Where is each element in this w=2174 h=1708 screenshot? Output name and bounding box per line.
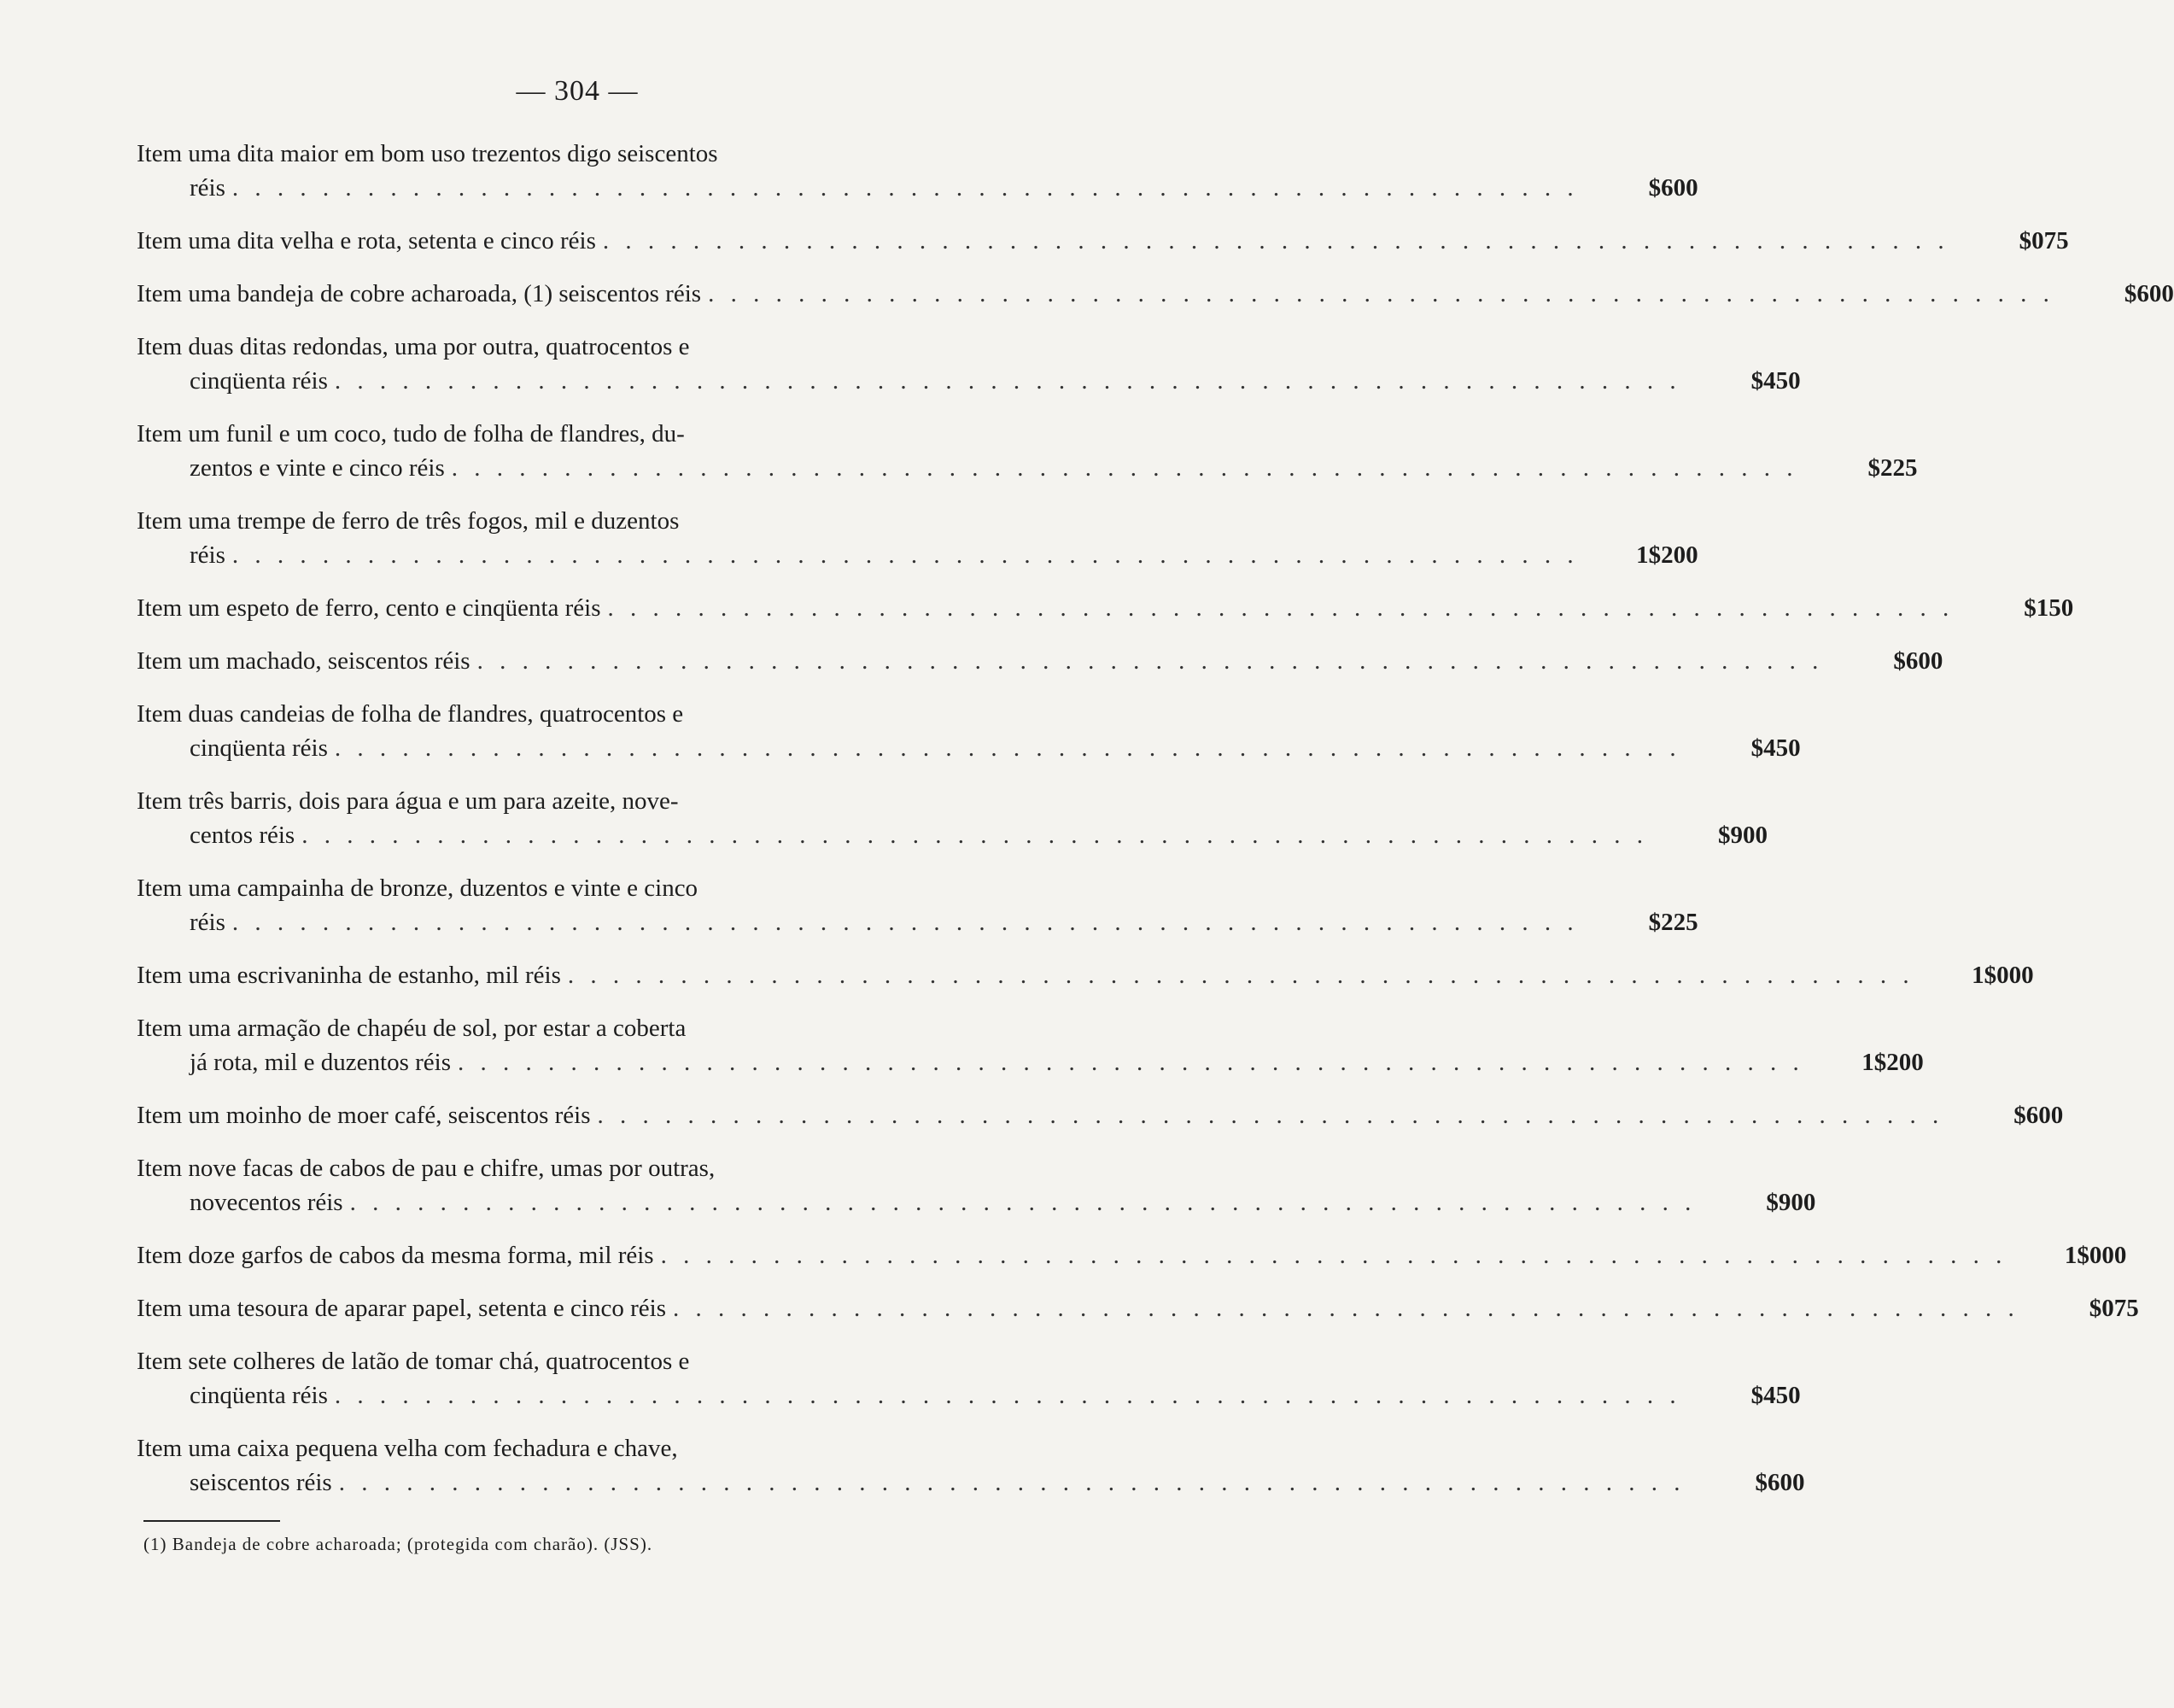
entry-text: réis xyxy=(190,909,225,936)
entry-text: Item um moinho de moer café, seiscentos réis xyxy=(137,1102,591,1129)
entry-text: Item uma escrivaninha de estanho, mil réis xyxy=(137,962,561,989)
inventory-list xyxy=(137,137,2174,1518)
dot-leader: . . . . . . . . . . . . . . . . . . . . . . . . . . . . . . . . . . . . . . . . . . . . . . . . . . . . . . . . . . . . xyxy=(231,909,1579,936)
entry-text: Item uma bandeja de cobre acharoada, (1) seiscentos réis xyxy=(137,280,702,307)
inventory-entry xyxy=(137,1238,2127,1272)
entry-line xyxy=(137,1098,2064,1132)
entry-text: centos réis xyxy=(190,822,295,849)
entry-text: Item um espeto de ferro, cento e cinqüenta réis xyxy=(137,594,601,622)
entry-amount: $450 xyxy=(1750,1382,1801,1409)
entry-line xyxy=(137,1344,1025,1378)
dot-leader: . . . . . . . . . . . . . . . . . . . . . . . . . . . . . . . . . . . . . . . . . . . . . . . . . . . . . . . . . . . . xyxy=(334,367,1681,395)
entry-amount: $600 xyxy=(2124,280,2174,307)
entry-text: Item uma armação de chapéu de sol, por estar a coberta xyxy=(137,1015,687,1042)
entry-text: seiscentos réis xyxy=(190,1469,332,1496)
inventory-entry xyxy=(137,697,1801,765)
entry-line xyxy=(137,1378,1801,1413)
page-number: — 304 — xyxy=(516,75,639,107)
entry-text: Item doze garfos de cabos da mesma forma, mil réis xyxy=(137,1242,654,1269)
dot-leader: . . . . . . . . . . . . . . . . . . . . . . . . . . . . . . . . . . . . . . . . . . . . . . . . . . . . . . . . . . . . xyxy=(476,647,1824,675)
entry-amount: $900 xyxy=(1717,822,1768,849)
inventory-entry xyxy=(137,591,2074,625)
entry-text: Item uma tesoura de aparar papel, setenta e cinco réis xyxy=(137,1295,666,1322)
dot-leader: . . . . . . . . . . . . . . . . . . . . . . . . . . . . . . . . . . . . . . . . . . . . . . . . . . . . . . . . . . . . xyxy=(338,1469,1686,1496)
entry-line xyxy=(137,1238,2127,1272)
entry-text: zentos e vinte e cinco réis xyxy=(190,454,445,482)
inventory-entry xyxy=(137,1098,2064,1132)
entry-line xyxy=(137,330,1025,364)
inventory-entry xyxy=(137,1011,1924,1079)
inventory-entry xyxy=(137,871,1698,939)
entry-text: Item duas ditas redondas, uma por outra, quatrocentos e xyxy=(137,333,690,360)
inventory-entry xyxy=(137,1291,2139,1325)
entry-text: Item uma dita maior em bom uso trezentos digo seiscentos xyxy=(137,140,718,167)
entry-line xyxy=(137,958,2034,992)
inventory-entry xyxy=(137,417,1918,485)
inventory-entry xyxy=(137,784,1768,852)
entry-line xyxy=(137,1011,1025,1045)
dot-leader: . . . . . . . . . . . . . . . . . . . . . . . . . . . . . . . . . . . . . . . . . . . . . . . . . . . . . . . . . . . . xyxy=(708,280,2054,307)
entry-text: Item nove facas de cabos de pau e chifre, umas por outras, xyxy=(137,1155,716,1182)
inventory-entry xyxy=(137,1344,1801,1413)
entry-text: Item três barris, dois para água e um para azeite, nove- xyxy=(137,787,679,815)
entry-text: Item uma dita velha e rota, setenta e cinco réis xyxy=(137,227,596,254)
inventory-entry xyxy=(137,224,2069,258)
dot-leader: . . . . . . . . . . . . . . . . . . . . . . . . . . . . . . . . . . . . . . . . . . . . . . . . . . . . . . . . . . . . xyxy=(451,454,1798,482)
entry-line xyxy=(137,1291,2139,1325)
inventory-entry xyxy=(137,504,1698,572)
entry-line xyxy=(137,644,1943,678)
entry-text: Item uma caixa pequena velha com fechadura e chave, xyxy=(137,1435,678,1462)
entry-amount: 1$200 xyxy=(1861,1049,1924,1076)
inventory-entry xyxy=(137,137,1698,205)
entry-line xyxy=(137,417,1025,451)
entry-line xyxy=(137,171,1698,205)
dot-leader: . . . . . . . . . . . . . . . . . . . . . . . . . . . . . . . . . . . . . . . . . . . . . . . . . . . . . . . . . . . . xyxy=(231,174,1579,202)
entry-text: já rota, mil e duzentos réis xyxy=(190,1049,452,1076)
dot-leader: . . . . . . . . . . . . . . . . . . . . . . . . . . . . . . . . . . . . . . . . . . . . . . . . . . . . . . . . . . . . xyxy=(334,1382,1681,1409)
footnote-rule xyxy=(143,1520,280,1522)
entry-text: Item uma trempe de ferro de três fogos, mil e duzentos xyxy=(137,507,680,535)
entry-line xyxy=(137,1431,1025,1465)
entry-line xyxy=(137,731,1801,765)
entry-amount: 1$000 xyxy=(1972,962,2034,989)
entry-amount: $450 xyxy=(1750,734,1801,762)
entry-amount: $900 xyxy=(1766,1189,1816,1216)
dot-leader: . . . . . . . . . . . . . . . . . . . . . . . . . . . . . . . . . . . . . . . . . . . . . . . . . . . . . . . . . . . . xyxy=(672,1295,2019,1322)
entry-line xyxy=(137,364,1801,398)
dot-leader: . . . . . . . . . . . . . . . . . . . . . . . . . . . . . . . . . . . . . . . . . . . . . . . . . . . . . . . . . . . . xyxy=(458,1049,1804,1076)
dot-leader: . . . . . . . . . . . . . . . . . . . . . . . . . . . . . . . . . . . . . . . . . . . . . . . . . . . . . . . . . . . . xyxy=(301,822,1648,849)
entry-amount: $225 xyxy=(1867,454,1918,482)
entry-text: Item um funil e um coco, tudo de folha de flandres, du- xyxy=(137,420,685,447)
dot-leader: . . . . . . . . . . . . . . . . . . . . . . . . . . . . . . . . . . . . . . . . . . . . . . . . . . . . . . . . . . . . xyxy=(334,734,1681,762)
entry-line xyxy=(137,1185,1816,1220)
entry-line xyxy=(137,504,1025,538)
inventory-entry xyxy=(137,1151,1816,1220)
entry-line xyxy=(137,1465,1805,1500)
entry-text: Item duas candeias de folha de flandres, quatrocentos e xyxy=(137,700,684,728)
entry-text: novecentos réis xyxy=(190,1189,343,1216)
entry-line xyxy=(137,871,1025,905)
entry-line xyxy=(137,591,2074,625)
dot-leader: . . . . . . . . . . . . . . . . . . . . . . . . . . . . . . . . . . . . . . . . . . . . . . . . . . . . . . . . . . . . xyxy=(231,541,1579,569)
inventory-entry xyxy=(137,330,1801,398)
entry-text: réis xyxy=(190,541,225,569)
entry-amount: $450 xyxy=(1750,367,1801,395)
entry-text: cinqüenta réis xyxy=(190,734,328,762)
entry-line xyxy=(137,905,1698,939)
entry-amount: $600 xyxy=(1648,174,1698,202)
entry-amount: $600 xyxy=(2013,1102,2064,1129)
entry-line xyxy=(137,224,2069,258)
entry-line xyxy=(137,277,2174,311)
entry-text: cinqüenta réis xyxy=(190,1382,328,1409)
entry-amount: $150 xyxy=(2024,594,2074,622)
entry-amount: $600 xyxy=(1755,1469,1805,1496)
entry-amount: $075 xyxy=(2089,1295,2139,1322)
entry-line xyxy=(137,1151,1025,1185)
footnote: (1) Bandeja de cobre acharoada; (protegida com charão). (JSS). xyxy=(143,1534,653,1554)
inventory-entry xyxy=(137,644,1943,678)
dot-leader: . . . . . . . . . . . . . . . . . . . . . . . . . . . . . . . . . . . . . . . . . . . . . . . . . . . . . . . . . . . . xyxy=(349,1189,1697,1216)
entry-line xyxy=(137,818,1768,852)
entry-amount: $225 xyxy=(1648,909,1698,936)
inventory-entry xyxy=(137,958,2034,992)
entry-amount: 1$200 xyxy=(1636,541,1698,569)
entry-text: Item uma campainha de bronze, duzentos e vinte e cinco xyxy=(137,874,698,902)
entry-line xyxy=(137,137,1025,171)
entry-line xyxy=(137,1045,1924,1079)
dot-leader: . . . . . . . . . . . . . . . . . . . . . . . . . . . . . . . . . . . . . . . . . . . . . . . . . . . . . . . . . . . . xyxy=(597,1102,1944,1129)
dot-leader: . . . . . . . . . . . . . . . . . . . . . . . . . . . . . . . . . . . . . . . . . . . . . . . . . . . . . . . . . . . . xyxy=(567,962,1914,989)
entry-text: Item sete colheres de latão de tomar chá, quatrocentos e xyxy=(137,1348,690,1375)
entry-line xyxy=(137,538,1698,572)
dot-leader: . . . . . . . . . . . . . . . . . . . . . . . . . . . . . . . . . . . . . . . . . . . . . . . . . . . . . . . . . . . . xyxy=(660,1242,2007,1269)
inventory-entry xyxy=(137,277,2174,311)
entry-amount: 1$000 xyxy=(2064,1242,2127,1269)
dot-leader: . . . . . . . . . . . . . . . . . . . . . . . . . . . . . . . . . . . . . . . . . . . . . . . . . . . . . . . . . . . . xyxy=(602,227,1949,254)
entry-line xyxy=(137,697,1025,731)
dot-leader: . . . . . . . . . . . . . . . . . . . . . . . . . . . . . . . . . . . . . . . . . . . . . . . . . . . . . . . . . . . . xyxy=(607,594,1955,622)
entry-line xyxy=(137,784,1025,818)
entry-text: réis xyxy=(190,174,225,202)
entry-line xyxy=(137,451,1918,485)
entry-text: Item um machado, seiscentos réis xyxy=(137,647,470,675)
inventory-entry xyxy=(137,1431,1805,1500)
entry-amount: $600 xyxy=(1893,647,1943,675)
entry-text: cinqüenta réis xyxy=(190,367,328,395)
entry-amount: $075 xyxy=(2019,227,2069,254)
